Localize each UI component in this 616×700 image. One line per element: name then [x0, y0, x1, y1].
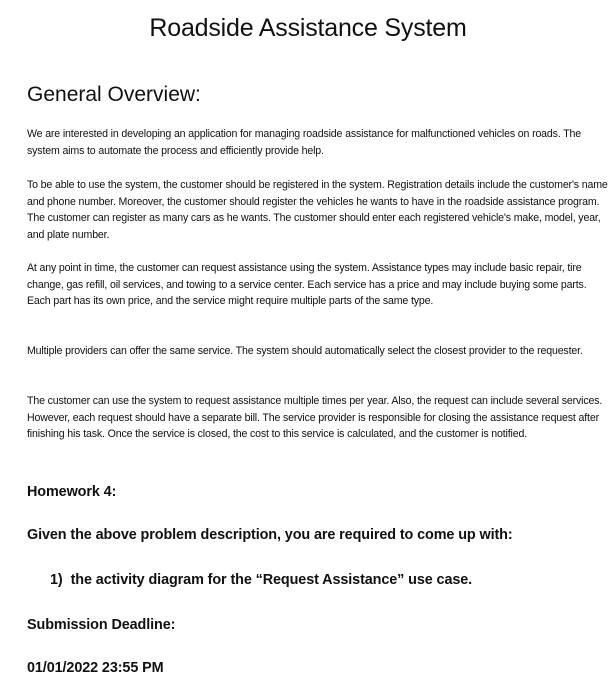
paragraph-requests: The customer can use the system to request assistance multiple times per year. Also, the request can include several services. However, each request should have a separate bill. The service provider is responsible for closing the assistance request after finishing his task. Once the service is closed, the cost to this service is calculated, and the customer is notified. [27, 395, 603, 441]
section-heading: General Overview: [27, 83, 201, 106]
task-text: the activity diagram for the “Request Assistance” use case. [70, 572, 473, 588]
paragraph-providers: Multiple providers can offer the same service. The system should automatically select the closest provider to the requester. [27, 345, 583, 357]
paragraph-registration: To be able to use the system, the customer should be registered in the system. Registration details include the customer's name and phone number. Moreover, the customer should register the vehicles he wants to have in the roadside assistance program. The customer can register as many cars as he wants. The customer should enter each registered vehicle's make, model, year, and plate number. [27, 179, 608, 241]
homework-label: Homework 4: [27, 484, 117, 500]
document-title: Roadside Assistance System [149, 14, 467, 42]
instruction-text: Given the above problem description, you are required to come up with: [27, 527, 513, 543]
paragraph-intro: We are interested in developing an application for managing roadside assistance for malfunctioned vehicles on roads. The system aims to automate the process and efficiently provide help. [27, 128, 582, 157]
task-number: 1) [50, 572, 63, 588]
submission-label: Submission Deadline: [27, 617, 176, 633]
paragraph-assistance-types: At any point in time, the customer can request assistance using the system. Assistance types may include basic repair, tire change, gas refill, oil services, and towing to a service center. Each service has a price and may include buying some parts. Each part has its own price, and the service might require multiple parts of the same type. [27, 262, 587, 308]
deadline-value: 01/01/2022 23:55 PM [27, 660, 164, 676]
task-list-item [50, 572, 472, 588]
